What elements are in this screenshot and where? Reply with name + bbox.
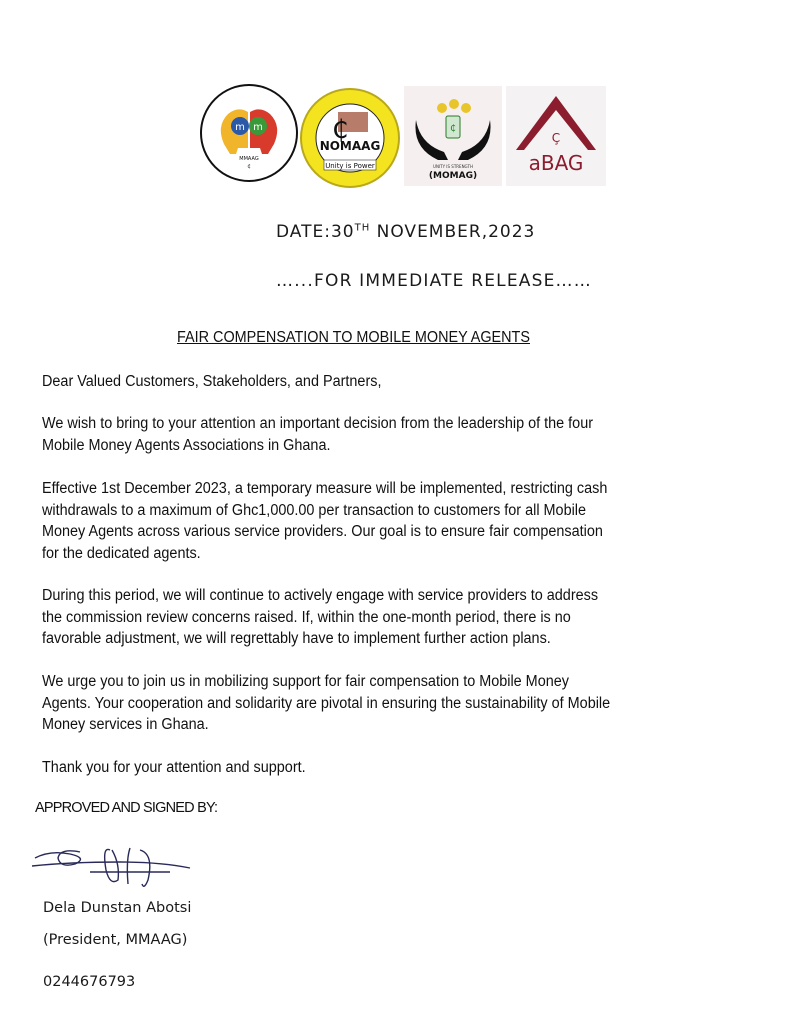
paragraph-2: Effective 1st December 2023, a temporary measure will be implemented, restricting cash withdrawals to a maximum of Ghc1,000.00 per transaction to customers for all Mobile Money Agents across various service providers. Our goal is to ensure fair compensation for the dedicated agents. <box>42 480 608 562</box>
momag-logo <box>404 86 502 186</box>
approved-label: APPROVED AND SIGNED BY: <box>35 800 218 816</box>
svg-text:₵: ₵ <box>247 164 251 170</box>
abag-logo <box>506 86 606 186</box>
signer-phone: 0244676793 <box>43 974 136 990</box>
nomaag-motto: Unity is Power <box>325 162 375 170</box>
svg-text:m: m <box>235 122 245 133</box>
date-ordinal: TH <box>354 222 371 234</box>
paragraph-1: We wish to bring to your attention an important decision from the leadership of the four Mobile Money Agents Associations in Ghana. <box>42 415 594 454</box>
date-main: DATE:30 <box>276 222 355 242</box>
svg-text:Ç: Ç <box>551 131 561 145</box>
date-rest: NOVEMBER,2023 <box>370 222 536 242</box>
momag-logo-text: (MOMAG) <box>428 171 478 181</box>
salutation: Dear Valued Customers, Stakeholders, and Partners, <box>42 373 382 390</box>
mmaag-logo <box>200 84 298 182</box>
release-date <box>276 222 535 242</box>
svg-text:m: m <box>253 122 263 133</box>
signer-title: (President, MMAAG) <box>43 932 188 948</box>
momag-motto: UNITY IS STRENGTH <box>433 164 473 169</box>
paragraph-3: During this period, we will continue to actively engage with service providers to address the commission review concerns raised. If, within the one-month period, there is no favorable adjustment, we will regrettably have to implement further action plans. <box>42 587 599 648</box>
immediate-release-label: …...FOR IMMEDIATE RELEASE…… <box>276 271 592 291</box>
svg-text:₵: ₵ <box>332 115 349 145</box>
closing-line: Thank you for your attention and support. <box>42 759 306 776</box>
nomaag-logo-text: NOMAAG <box>319 139 381 153</box>
paragraph-4: We urge you to join us in mobilizing support for fair compensation to Mobile Money Agents. Your cooperation and solidarity are pivotal in ensuring the sustainability of Mobile Money services in Ghana. <box>42 673 611 734</box>
abag-logo-text: aBAG <box>528 151 584 175</box>
mmaag-logo-text: MMAAG <box>239 156 259 162</box>
nomaag-logo <box>300 88 400 188</box>
document-heading: FAIR COMPENSATION TO MOBILE MONEY AGENTS <box>177 329 530 346</box>
signer-name: Dela Dunstan Abotsi <box>43 900 192 916</box>
svg-text:₵: ₵ <box>450 124 456 134</box>
signature <box>30 840 200 900</box>
